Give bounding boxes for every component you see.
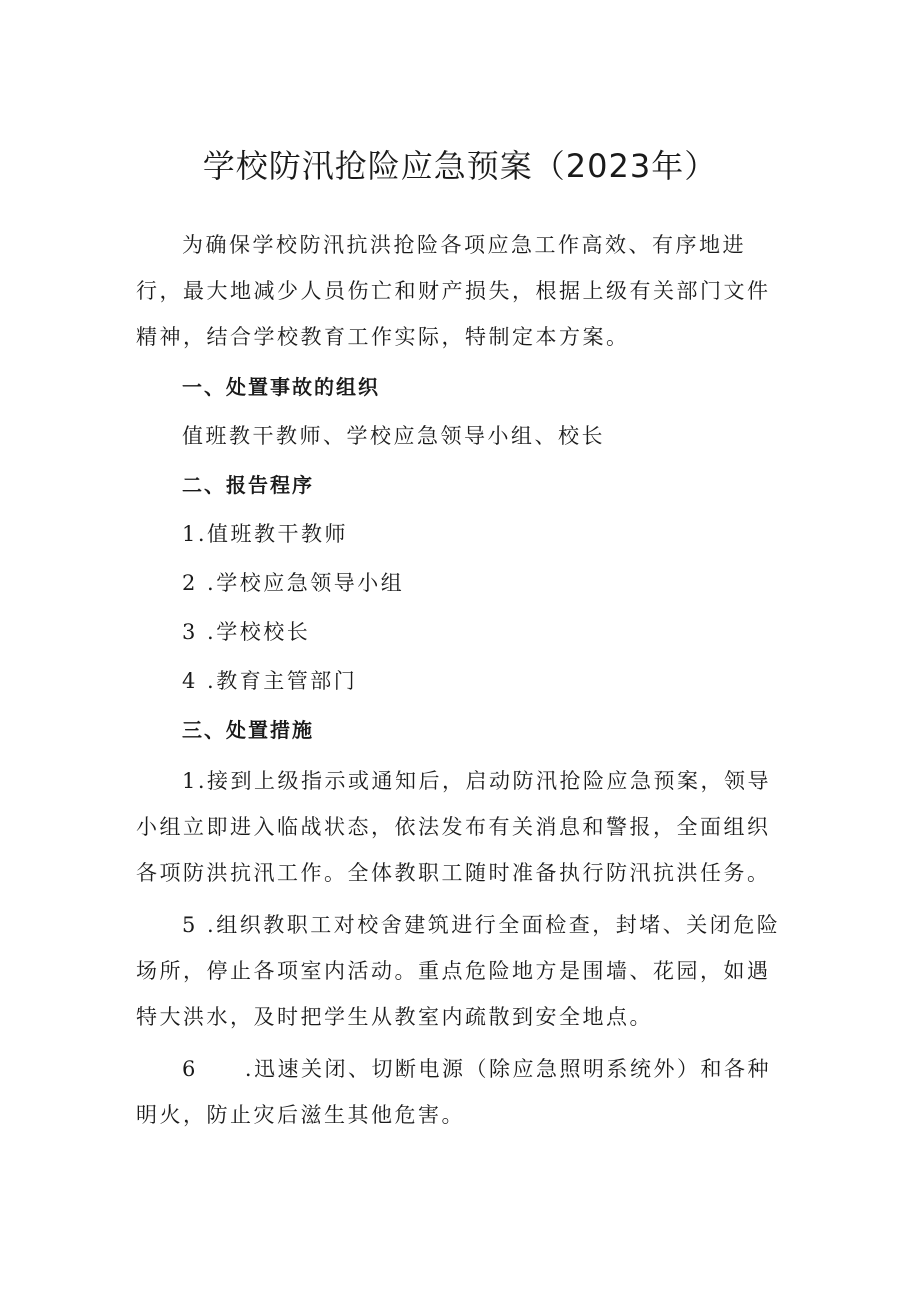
intro-paragraph: 为确保学校防汛抗洪抢险各项应急工作高效、有序地进行，最大地减少人员伤亡和财产损失，根据上级有关部门文件精神，结合学校教育工作实际，特制定本方案。	[136, 233, 771, 349]
section-heading-reporting: 二、报告程序	[182, 473, 314, 497]
reporting-step: 2 .学校应急领导小组	[182, 571, 405, 595]
section-heading-organization: 一、处置事故的组织	[182, 375, 380, 399]
measure-paragraph: 6 .迅速关闭、切断电源（除应急照明系统外）和各种明火，防止灾后滋生其他危害。	[136, 1057, 772, 1127]
measure-paragraph: 1.接到上级指示或通知后，启动防汛抢险应急预案，领导小组立即进入临战状态，依法发布有关消息和警报，全面组织各项防洪抗汛工作。全体教职工随时准备执行防汛抗洪任务。	[136, 769, 772, 885]
document-title: 学校防汛抢险应急预案（2023年）	[202, 147, 718, 185]
reporting-step: 3 .学校校长	[182, 620, 311, 644]
document-body	[136, 222, 786, 1138]
section-heading-measures: 三、处置措施	[182, 718, 314, 742]
reporting-step: 4 .教育主管部门	[182, 669, 358, 693]
reporting-step: 1.值班教干教师	[182, 522, 349, 546]
measure-paragraph: 5 .组织教职工对校舍建筑进行全面检查，封堵、关闭危险场所，停止各项室内活动。重点危险地方是围墙、花园，如遇特大洪水，及时把学生从教室内疏散到安全地点。	[136, 913, 781, 1029]
organization-content: 值班教干教师、学校应急领导小组、校长	[182, 424, 605, 448]
